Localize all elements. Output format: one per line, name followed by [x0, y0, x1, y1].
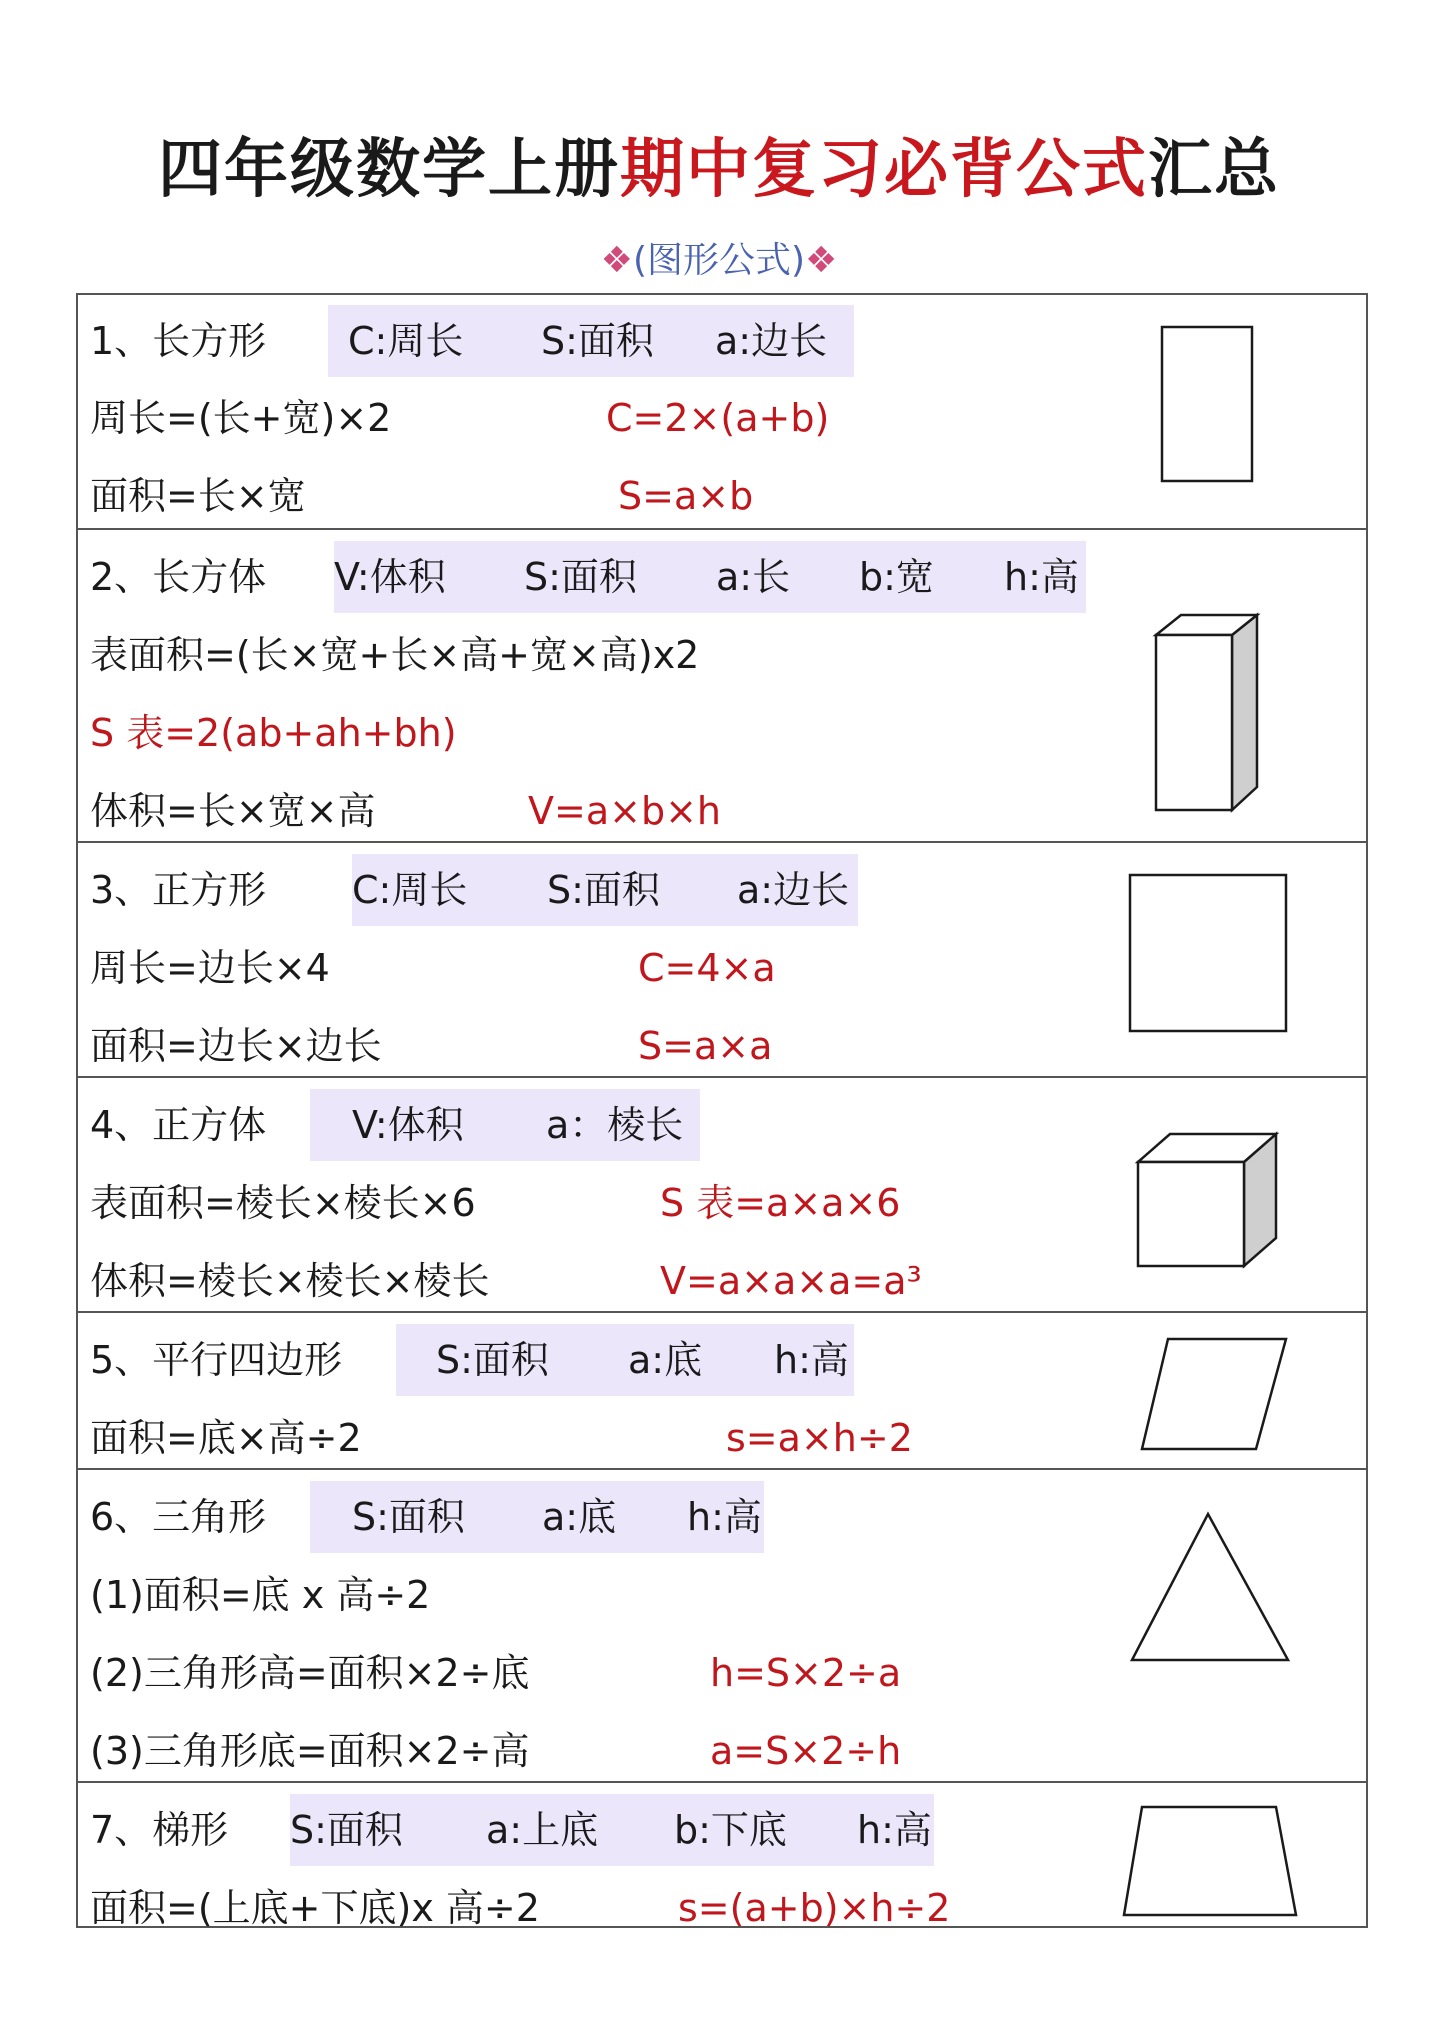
formula-text: (3)三角形底=面积×2÷高 — [90, 1729, 530, 1773]
formula-expression: S 表=2(ab+ah+bh) — [90, 711, 457, 755]
variable-label: S:面积 — [541, 319, 654, 363]
variable-label: h:高 — [687, 1495, 762, 1539]
cube-icon — [1134, 1128, 1282, 1272]
formula-expression: V=a×b×h — [528, 789, 722, 833]
variable-label: a:长 — [716, 555, 791, 599]
variable-label: V:体积 — [334, 555, 446, 599]
cuboid-icon — [1152, 610, 1262, 816]
page-title — [0, 118, 1438, 210]
title-part-1: 四年级数学上册 — [158, 133, 620, 207]
section-heading: 5、平行四边形 — [90, 1338, 343, 1382]
formula-text: 体积=长×宽×高 — [90, 789, 376, 833]
triangle-icon — [1128, 1510, 1292, 1666]
formula-expression: C=4×a — [638, 946, 776, 990]
variables-bar — [328, 305, 854, 377]
formula-expression: s=a×h÷2 — [726, 1416, 913, 1460]
variables-bar — [334, 541, 1086, 613]
section-cube — [78, 1076, 1366, 1311]
formula-text: 面积=底×高÷2 — [90, 1416, 362, 1460]
variable-label: a：棱长 — [546, 1103, 684, 1147]
variable-label: b:宽 — [859, 555, 934, 599]
section-heading: 6、三角形 — [90, 1495, 267, 1539]
variable-label: S:面积 — [352, 1495, 465, 1539]
variables-bar — [310, 1089, 700, 1161]
subtitle-deco-left: ❖ — [600, 240, 633, 281]
section-parallelogram — [78, 1311, 1366, 1468]
title-part-2: 期中复习必背公式 — [620, 133, 1148, 207]
variable-label: C:周长 — [352, 868, 468, 912]
formula-table — [76, 293, 1368, 1928]
variable-label: S:面积 — [547, 868, 660, 912]
variable-label: h:高 — [1004, 555, 1079, 599]
subtitle-text: (图形公式) — [632, 240, 806, 281]
variable-label: a:边长 — [715, 319, 828, 363]
section-heading: 7、梯形 — [90, 1808, 229, 1852]
subtitle-deco-right: ❖ — [805, 240, 838, 281]
section-trapezoid — [78, 1781, 1366, 1928]
section-heading: 4、正方体 — [90, 1103, 267, 1147]
formula-text: 表面积=棱长×棱长×6 — [90, 1181, 476, 1225]
variable-label: S:面积 — [290, 1808, 403, 1852]
title-part-3: 汇总 — [1148, 133, 1280, 207]
section-cuboid — [78, 528, 1366, 841]
formula-text: 周长=边长×4 — [90, 946, 330, 990]
formula-text: 面积=长×宽 — [90, 474, 306, 518]
section-heading: 1、长方形 — [90, 319, 267, 363]
formula-text: (1)面积=底 x 高÷2 — [90, 1573, 431, 1617]
trapezoid-icon — [1120, 1803, 1300, 1919]
formula-text: 面积=边长×边长 — [90, 1024, 382, 1068]
variable-label: a:边长 — [737, 868, 850, 912]
section-square — [78, 841, 1366, 1076]
rectangle-icon — [1158, 323, 1258, 487]
variable-label: C:周长 — [348, 319, 464, 363]
formula-expression: V=a×a×a=a³ — [660, 1259, 922, 1303]
variables-bar — [290, 1794, 934, 1866]
formula-expression: S=a×a — [638, 1024, 773, 1068]
square-icon — [1126, 871, 1290, 1035]
page-subtitle — [0, 232, 1438, 283]
variable-label: V:体积 — [352, 1103, 464, 1147]
variable-label: b:下底 — [674, 1808, 787, 1852]
section-heading: 2、长方体 — [90, 555, 267, 599]
formula-text: 周长=(长+宽)×2 — [90, 396, 392, 440]
variable-label: S:面积 — [436, 1338, 549, 1382]
variable-label: a:上底 — [486, 1808, 599, 1852]
variables-bar — [310, 1481, 764, 1553]
formula-expression: S=a×b — [618, 474, 754, 518]
variable-label: S:面积 — [524, 555, 637, 599]
variable-label: h:高 — [774, 1338, 849, 1382]
section-triangle — [78, 1468, 1366, 1781]
formula-expression: C=2×(a+b) — [606, 396, 830, 440]
formula-text: 表面积=(长×宽+长×高+宽×高)x2 — [90, 633, 700, 677]
formula-expression: s=(a+b)×h÷2 — [678, 1886, 951, 1930]
section-heading: 3、正方形 — [90, 868, 267, 912]
section-rectangle — [78, 295, 1366, 530]
variables-bar — [396, 1324, 854, 1396]
formula-expression: h=S×2÷a — [710, 1651, 902, 1695]
parallelogram-icon — [1138, 1335, 1290, 1455]
formula-text: 面积=(上底+下底)x 高÷2 — [90, 1886, 540, 1930]
formula-text: (2)三角形高=面积×2÷底 — [90, 1651, 530, 1695]
variable-label: h:高 — [857, 1808, 932, 1852]
variables-bar — [352, 854, 858, 926]
formula-text: 体积=棱长×棱长×棱长 — [90, 1259, 490, 1303]
formula-expression: S 表=a×a×6 — [660, 1181, 901, 1225]
formula-expression: a=S×2÷h — [710, 1729, 902, 1773]
variable-label: a:底 — [542, 1495, 617, 1539]
variable-label: a:底 — [628, 1338, 703, 1382]
